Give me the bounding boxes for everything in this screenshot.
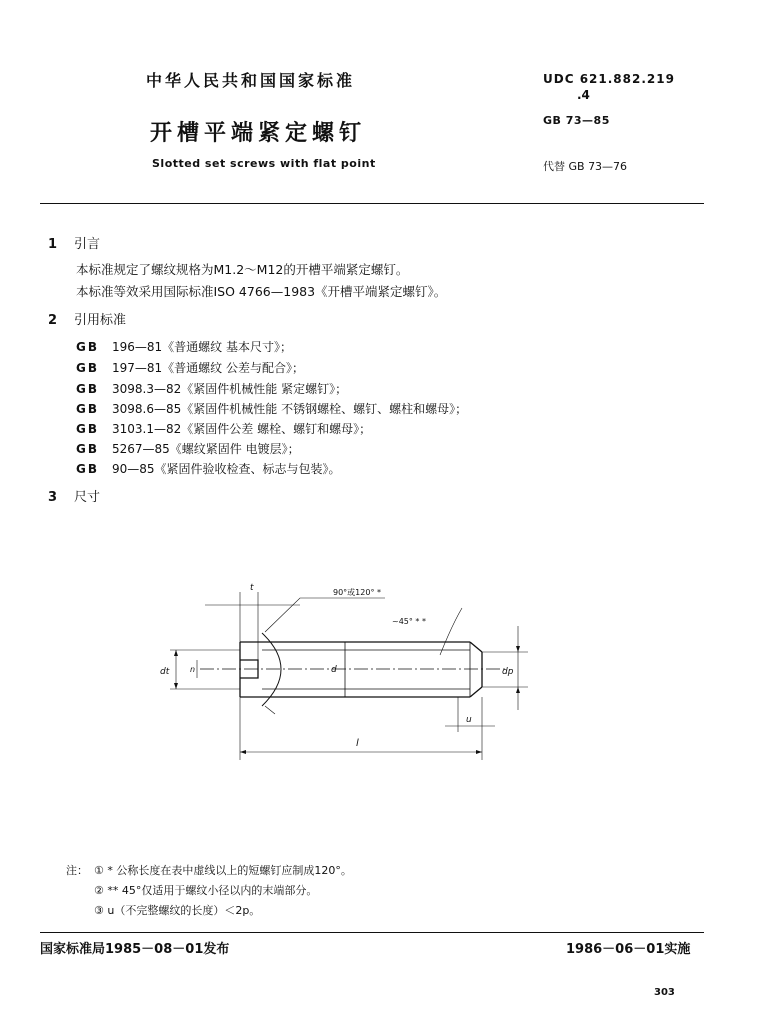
udc-code-suffix: .4 xyxy=(577,88,590,102)
section-number: 3 xyxy=(48,490,58,505)
section-number: 2 xyxy=(48,313,58,328)
standard-title: 中华人民共和国国家标准 xyxy=(146,71,356,90)
reference-item: GB 3103.1—82《紧固件公差 螺栓、螺钉和螺母》； xyxy=(76,422,372,436)
label-angle: 90°或120° * xyxy=(333,588,381,597)
udc-code: UDC 621.882.219 xyxy=(543,72,675,86)
note-item: ③ u（不完整螺纹的长度）＜2p。 xyxy=(94,904,261,917)
reference-item: GB 5267—85《螺纹紧固件 电镀层》； xyxy=(76,442,300,456)
page-number: 303 xyxy=(654,987,675,998)
notes-label: 注： xyxy=(66,864,88,877)
label-dt: dt xyxy=(160,667,170,677)
reference-item: GB 197—81《普通螺纹 公差与配合》； xyxy=(76,361,304,375)
note-item: ① * 公称长度在表中虚线以上的短螺钉应制成120°。 xyxy=(94,864,352,877)
set-screw-drawing xyxy=(150,575,550,775)
intro-paragraph-1: 本标准规定了螺纹规格为M1.2～M12的开槽平端紧定螺钉。 xyxy=(76,262,409,277)
reference-item: GB 90—85《紧固件验收检查、标志与包装》。 xyxy=(76,462,341,476)
gb-number: GB 73—85 xyxy=(543,114,610,127)
footer-rule xyxy=(40,932,704,933)
reference-item: GB 3098.6—85《紧固件机械性能 不锈钢螺栓、螺钉、螺柱和螺母》； xyxy=(76,402,468,416)
section-number: 1 xyxy=(48,237,58,252)
reference-item: GB 3098.3—82《紧固件机械性能 紧定螺钉》； xyxy=(76,382,348,396)
label-t: t xyxy=(250,583,254,593)
label-n: n xyxy=(190,665,196,674)
section-1-heading xyxy=(48,233,100,252)
replaces-standard: 代替 GB 73—76 xyxy=(543,160,628,173)
section-title: 尺寸 xyxy=(74,490,101,505)
label-45-degree: ~45° * * xyxy=(392,617,426,626)
issuer-date: 国家标准局1985－08－01发布 xyxy=(40,942,230,957)
reference-item: GB 196—81《普通螺纹 基本尺寸》； xyxy=(76,340,292,354)
header-rule xyxy=(40,203,704,204)
document-title-en: Slotted set screws with flat point xyxy=(152,157,376,170)
note-item: ② ** 45°仅适用于螺纹小径以内的末端部分。 xyxy=(94,884,318,897)
effective-date: 1986－06－01实施 xyxy=(566,942,691,957)
label-dp: dp xyxy=(502,667,514,677)
section-title: 引用标准 xyxy=(74,313,127,328)
section-title: 引言 xyxy=(74,237,101,252)
label-d: d xyxy=(331,665,337,675)
label-u: u xyxy=(466,715,472,725)
section-3-heading xyxy=(48,486,100,505)
document-title: 开槽平端紧定螺钉 xyxy=(150,121,367,146)
intro-paragraph-2: 本标准等效采用国际标准ISO 4766—1983《开槽平端紧定螺钉》。 xyxy=(76,284,447,299)
label-l: l xyxy=(356,738,359,749)
section-2-heading xyxy=(48,309,126,328)
